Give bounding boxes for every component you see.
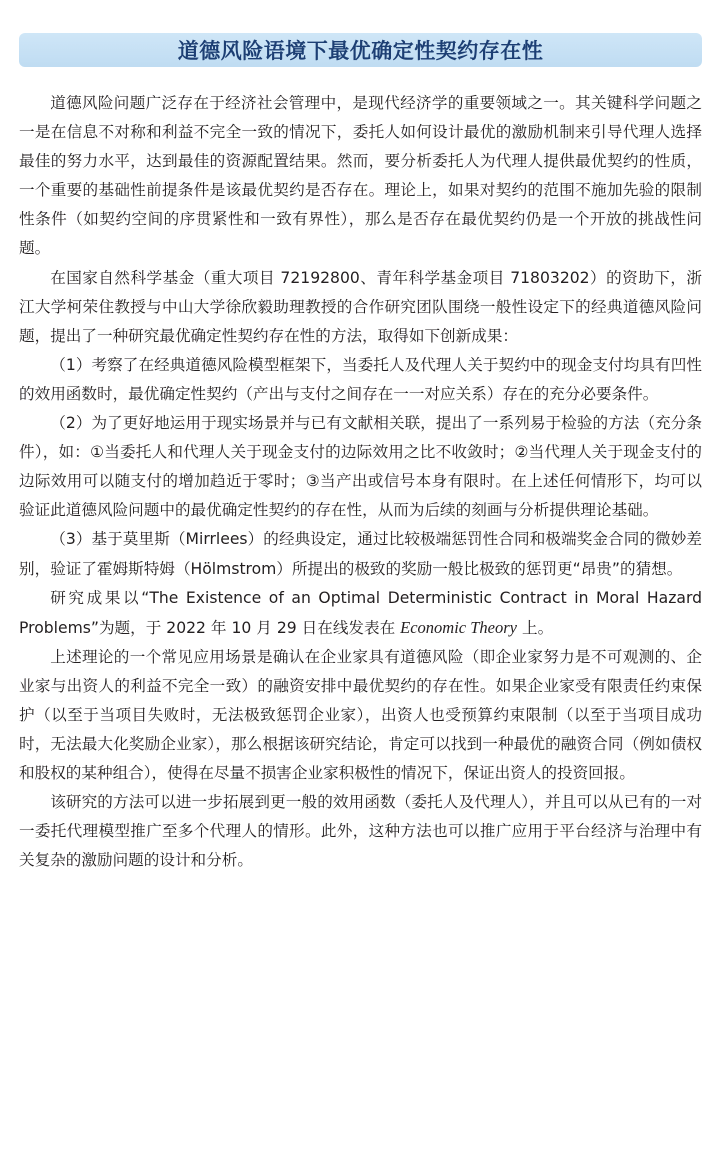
paragraph-introduction: 道德风险问题广泛存在于经济社会管理中，是现代经济学的重要领域之一。其关键科学问题之一是在信息不对称和利益不完全一致的情况下，委托人如何设计最优的激励机制来引导代理人选择最佳的努力水平，达到最佳的资源配置结果。然而，要分析委托人为代理人提供最优契约的性质，一个重要的基础性前提条件是该最优契约是否存在。理论上，如果对契约的范围不施加先验的限制性条件（如契约空间的序贯紧性和一致有界性），那么是否存在最优契约仍是一个开放的挑战性问题。 bbox=[19, 94, 702, 258]
paragraph-application: 上述理论的一个常见应用场景是确认在企业家具有道德风险（即企业家努力是不可观测的、企业家与出资人的利益不完全一致）的融资安排中最优契约的存在性。如果企业家受有限责任约束保护（以至于当项目失败时，无法极致惩罚企业家），出资人也受预算约束限制（以至于当项目成功时，无法最大化奖励企业家），那么根据该研究结论，肯定可以找到一种最优的融资合同（例如债权和股权的某种组合），使得在尽量不损害企业家积极性的情况下，保证出资人的投资回报。 bbox=[19, 647, 702, 783]
publication-text-end: 上。 bbox=[517, 618, 554, 637]
paragraph-extension: 该研究的方法可以进一步拓展到更一般的效用函数（委托人及代理人），并且可以从已有的一对一委托代理模型推广至多个代理人的情形。此外，这种方法也可以推广应用于平台经济与治理中有关复杂的激励问题的设计和分析。 bbox=[19, 793, 702, 870]
paragraph-publication bbox=[19, 584, 702, 643]
publication-text: 研究成果以“The Existence of an Optimal Deterministic Contract in Moral Hazard Problems”为题，于 2022 年 10 月 29 日在线发表在 bbox=[19, 588, 702, 637]
paragraph-result-3: （3）基于莫里斯（Mirrlees）的经典设定，通过比较极端惩罚性合同和极端奖金合同的微妙差别，验证了霍姆斯特姆（Hölmstrom）所提出的极致的奖励一般比极致的惩罚更“昂贵”的猜想。 bbox=[19, 530, 702, 578]
title-banner bbox=[19, 33, 702, 67]
paragraph-result-2: （2）为了更好地运用于现实场景并与已有文献相关联，提出了一系列易于检验的方法（充分条件），如：①当委托人和代理人关于现金支付的边际效用之比不收敛时；②当代理人关于现金支付的边际效用可以随支付的增加趋近于零时；③当产出或信号本身有限时。在上述任何情形下，均可以验证此道德风险问题中的最优确定性契约的存在性，从而为后续的刻画与分析提供理论基础。 bbox=[19, 414, 702, 520]
journal-name: Economic Theory bbox=[400, 617, 518, 637]
article-body bbox=[19, 89, 702, 876]
paragraph-result-1: （1）考察了在经典道德风险模型框架下，当委托人及代理人关于契约中的现金支付均具有凹性的效用函数时，最优确定性契约（产出与支付之间存在一一对应关系）存在的充分必要条件。 bbox=[19, 355, 702, 403]
page-title: 道德风险语境下最优确定性契约存在性 bbox=[177, 39, 544, 63]
paragraph-funding: 在国家自然科学基金（重大项目 72192800、青年科学基金项目 71803202）的资助下，浙江大学柯荣住教授与中山大学徐欣毅助理教授的合作研究团队围绕一般性设定下的经典道德风险问题，提出了一种研究最优确定性契约存在性的方法，取得如下创新成果： bbox=[19, 268, 702, 345]
